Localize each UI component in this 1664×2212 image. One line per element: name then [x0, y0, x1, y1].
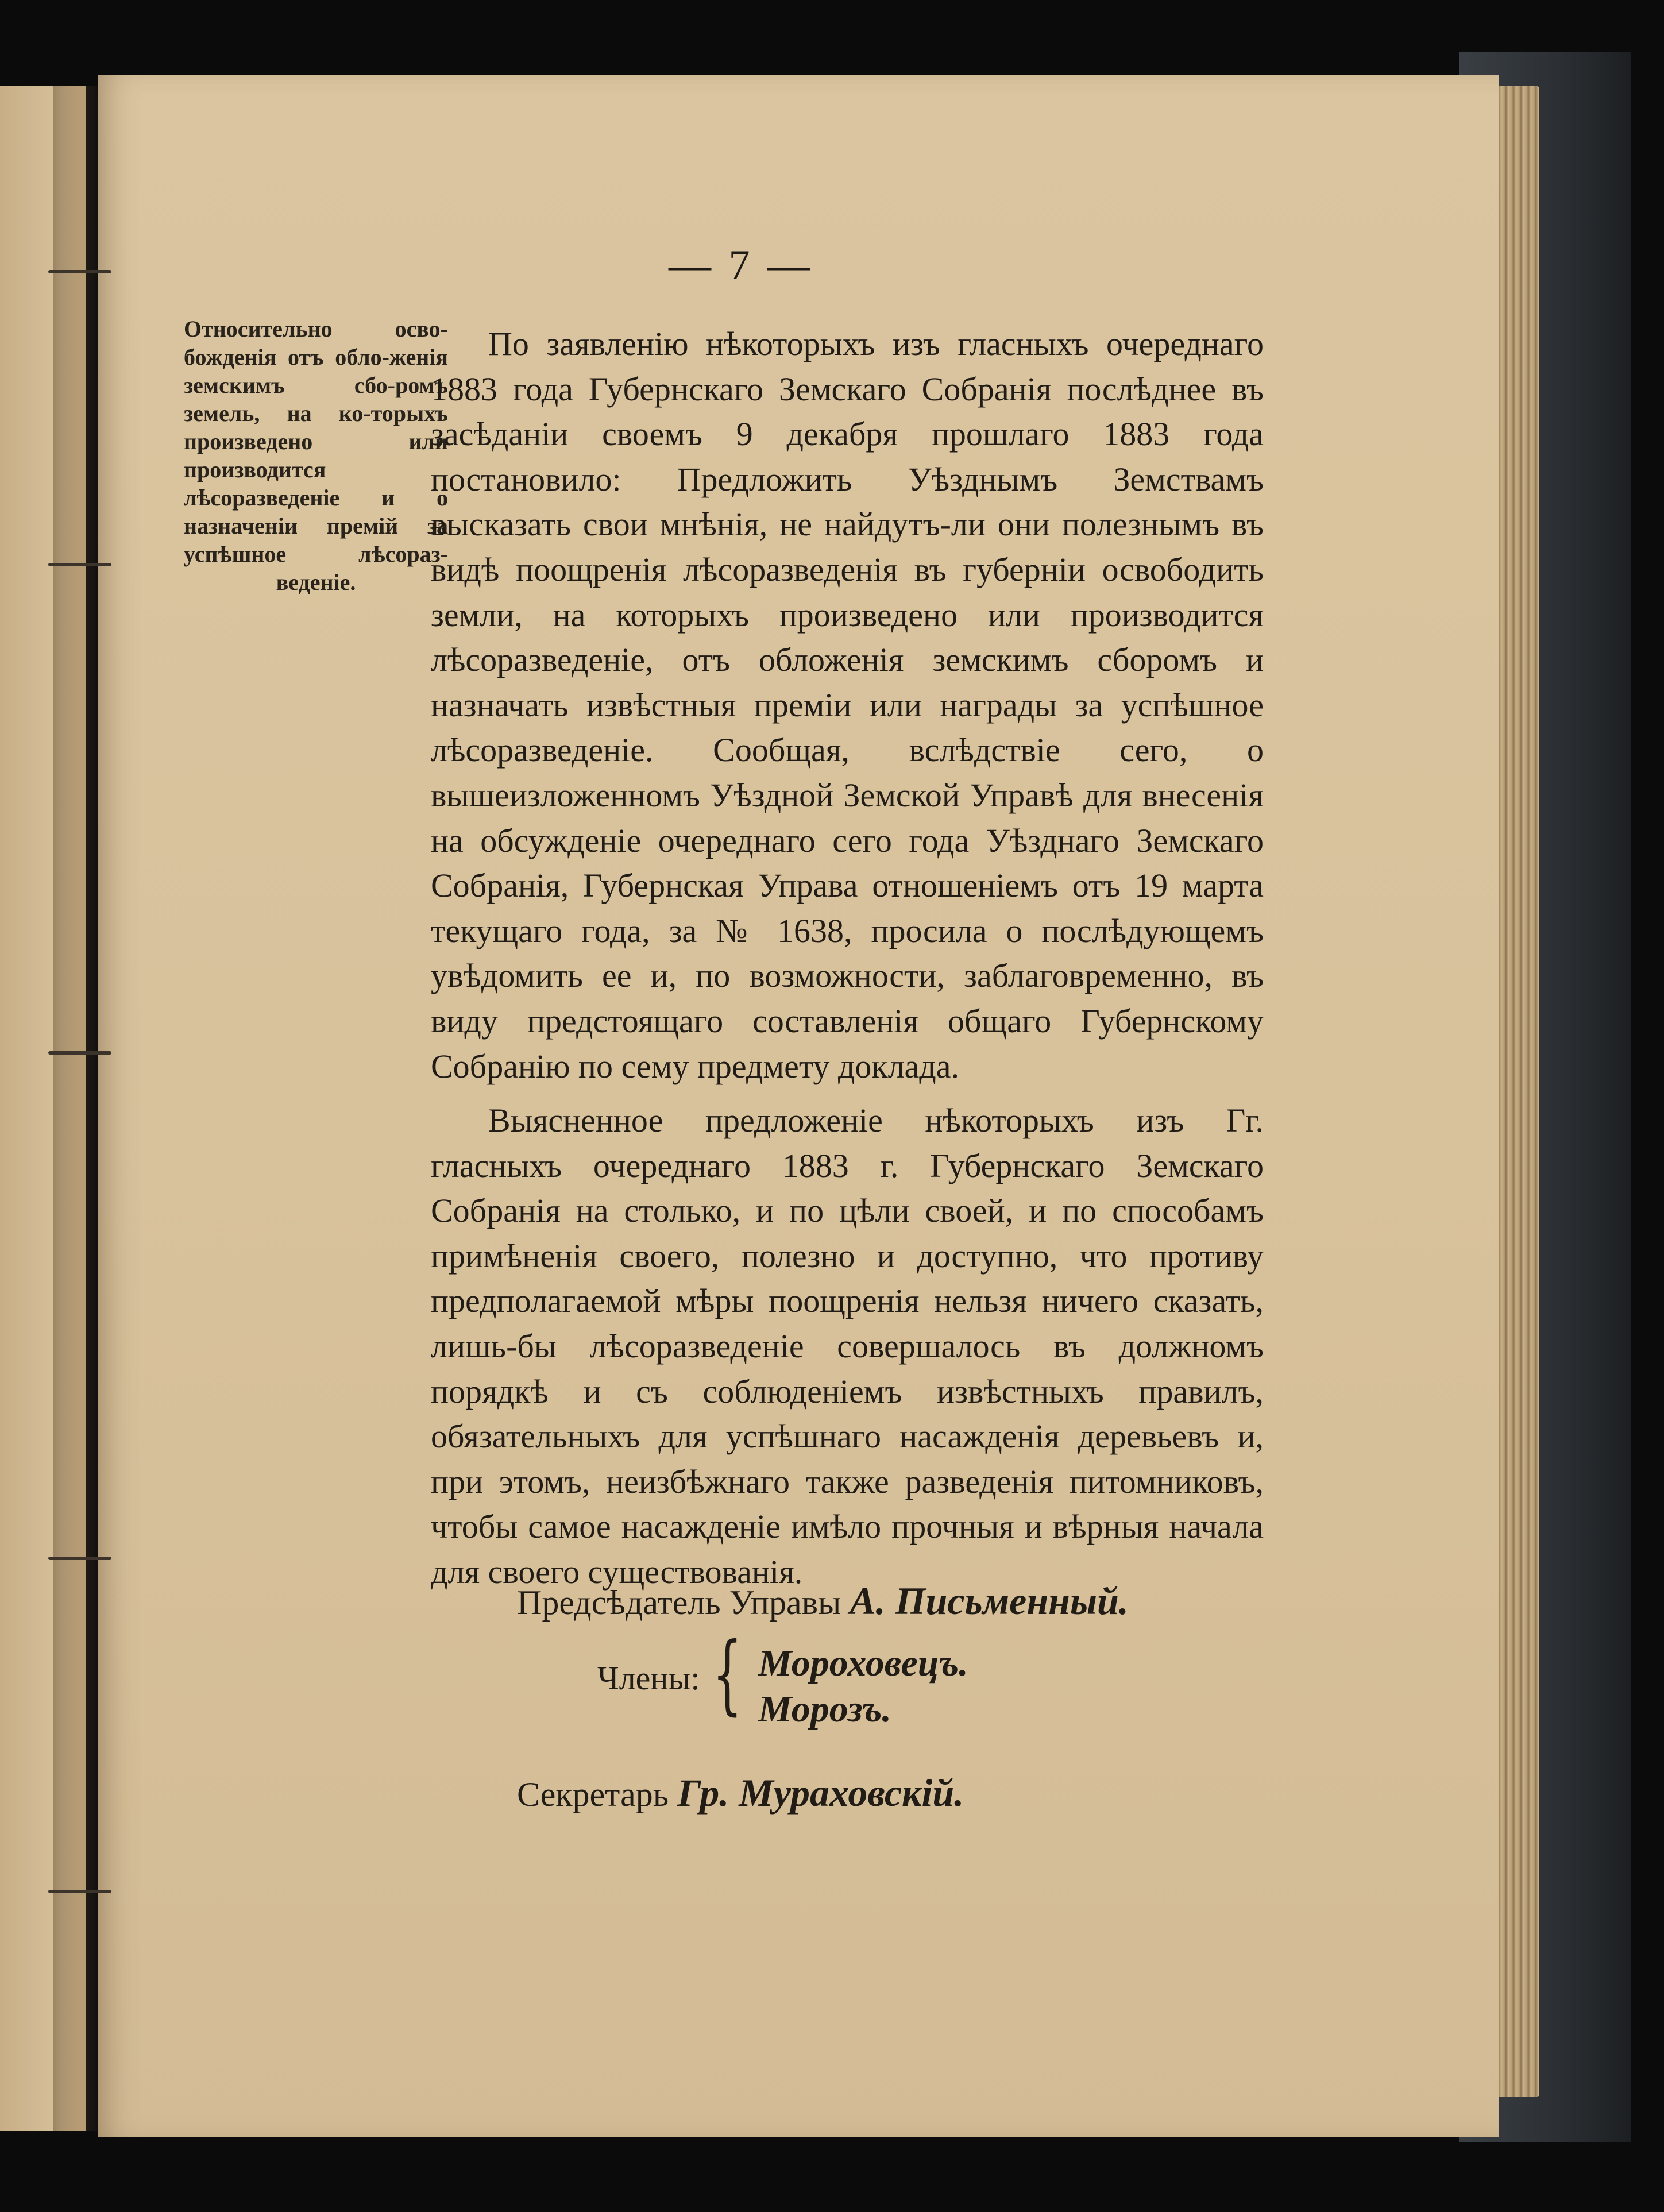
binding-stitch	[48, 270, 111, 273]
binding-stitch	[48, 1051, 111, 1055]
body-text	[431, 322, 1264, 1595]
member-name: Морозъ.	[758, 1688, 892, 1730]
chair-name: А. Письменный.	[850, 1579, 1129, 1623]
members-brace: {	[712, 1624, 743, 1724]
chair-title: Предсѣдатель Управы	[517, 1584, 841, 1622]
paragraph: Выясненное предложеніе нѣкоторыхъ изъ Гг. гласныхъ очереднаго 1883 г. Губернскаго Земскаго Собранія на столько, и по цѣли своей, и по способамъ примѣненія своего, полезно и доступно, что противу предполагаемой мѣры поощренія нельзя ничего сказать, лишь-бы лѣсоразведеніе совершалось въ должномъ порядкѣ и съ соблюденіемъ извѣстныхъ правилъ, обязательныхъ для успѣшнаго насажденія деревьевъ и, при этомъ, неизбѣжнаго также разведенія питомниковъ, чтобы самое насажденіе имѣло прочныя и вѣрныя начала для своего существованія.	[431, 1102, 1264, 1591]
binding-stitch	[48, 1557, 111, 1560]
member-name: Мороховецъ.	[758, 1642, 968, 1684]
binding-stitch	[48, 563, 111, 566]
secretary-signature	[517, 1770, 964, 1816]
margin-note: Относительно осво-божденія отъ обло-женія земскимъ сбо-ромъ земель, на ко-торыхъ произведено или производится лѣсоразведеніе и о назначеніи премій за успѣшное лѣсораз-веденіе.	[184, 316, 448, 595]
secretary-name: Гр. Мураховскій.	[677, 1771, 964, 1815]
binding-stitch	[48, 1890, 111, 1893]
secretary-title: Секретарь	[517, 1775, 669, 1813]
chair-signature	[517, 1578, 1129, 1624]
binding-gutter	[53, 86, 105, 2131]
paragraph: По заявленію нѣкоторыхъ изъ гласныхъ очереднаго 1883 года Губернскаго Земскаго Собранія послѣднее въ засѣданіи своемъ 9 декабря прошлаго 1883 года постановило: Предложить Уѣзднымъ Земствамъ высказать свои мнѣнія, не найдутъ-ли они полезнымъ въ видѣ поощренія лѣсоразведенія въ губерніи освободить земли, на которыхъ произведено или производится лѣсоразведеніе, отъ обложенія земскимъ сборомъ и назначать извѣстныя преміи или награды за успѣшное лѣсоразведеніе. Сообщая, вслѣдствіе сего, о вышеизложенномъ Уѣздной Земской Управѣ для внесенія на обсужденіе очереднаго сего года Уѣзднаго Земскаго Собранія, Губернская Управа отношеніемъ отъ 19 марта текущаго года, за № 1638, просила о послѣдующемъ увѣдомить ее и, по возможности, заблаговременно, въ виду предстоящаго составленія общаго Губернскому Собранію по сему предмету доклада.	[431, 325, 1264, 1085]
page-edges	[1493, 86, 1539, 2097]
page-number: — 7 —	[669, 242, 813, 289]
members-label: Члены:	[597, 1659, 700, 1697]
